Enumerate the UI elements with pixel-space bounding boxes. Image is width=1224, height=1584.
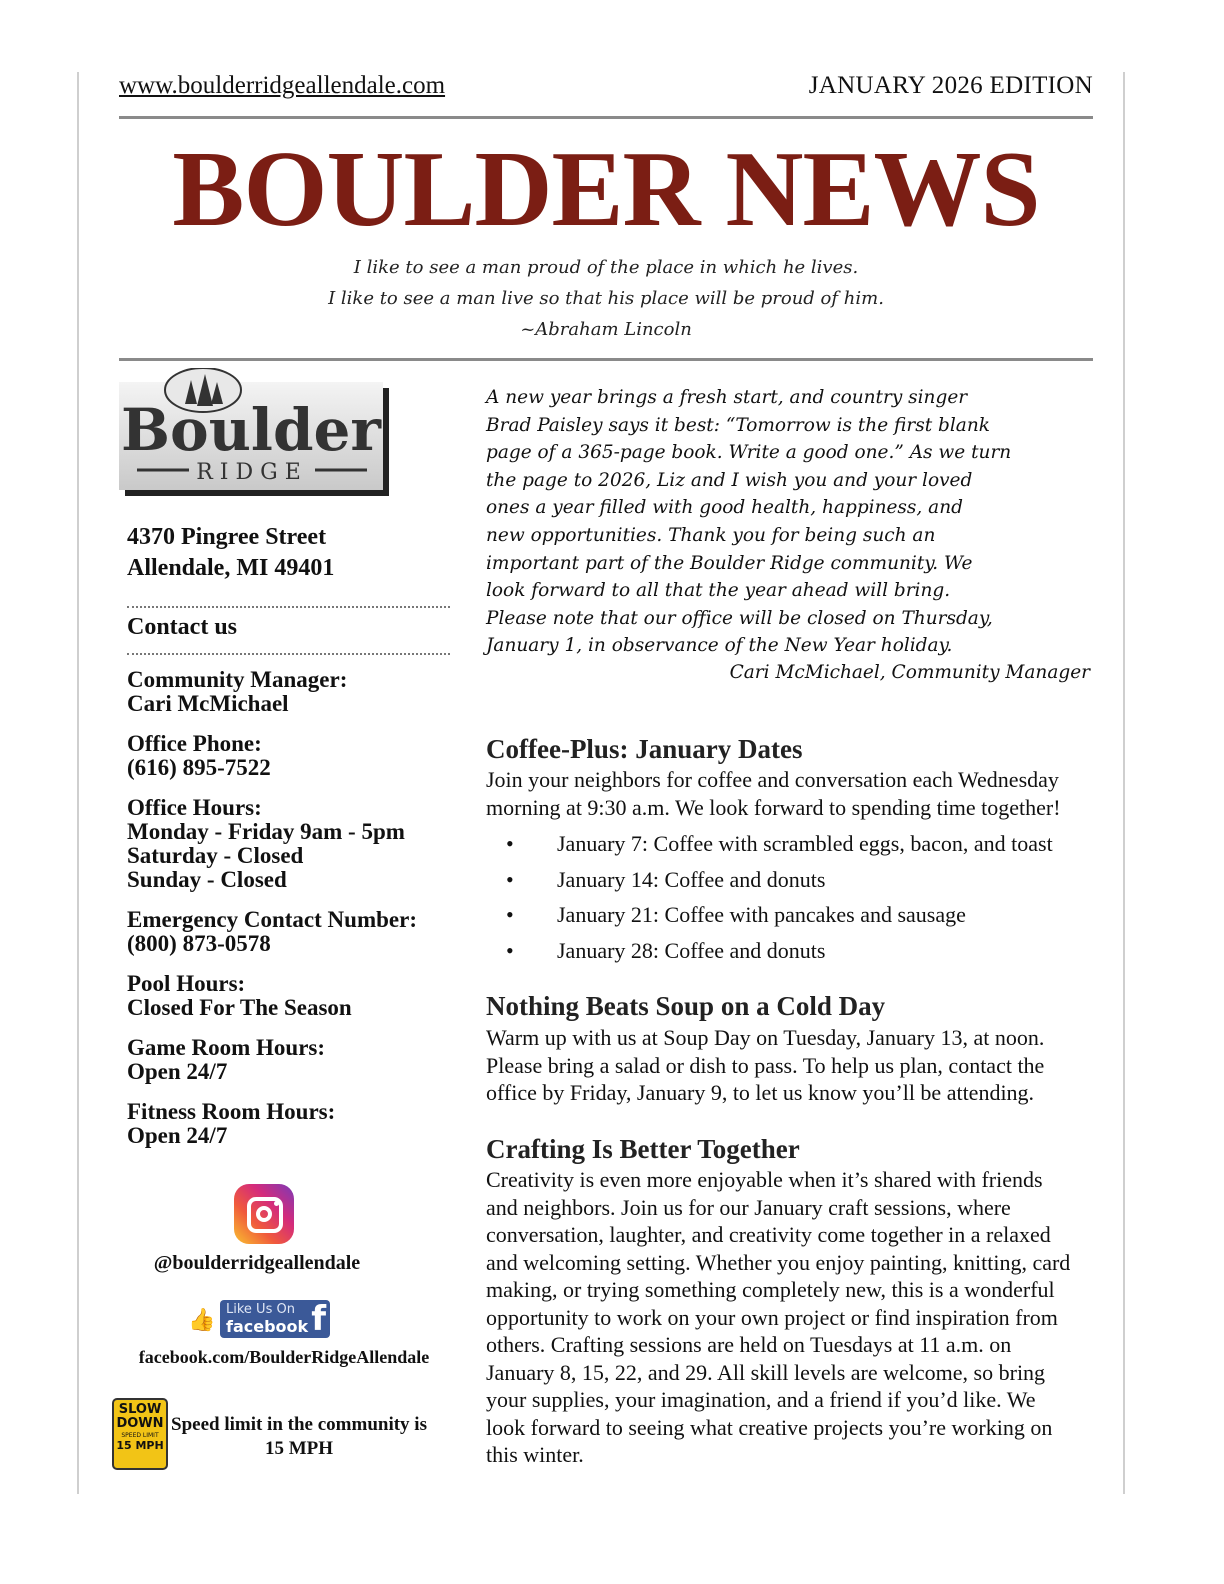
logo-sub: RIDGE <box>196 460 308 485</box>
soup-heading: Nothing Beats Soup on a Cold Day <box>486 991 886 1021</box>
boulder-ridge-logo <box>119 368 391 496</box>
manager-block <box>127 668 457 716</box>
quote-attribution: ~Abraham Lincoln <box>520 319 692 340</box>
header-rule <box>119 116 1093 119</box>
dotted-divider <box>127 606 450 608</box>
facebook-button[interactable] <box>220 1300 330 1338</box>
info-label: Game Room Hours: <box>127 1035 326 1060</box>
info-label: Pool Hours: <box>127 971 246 996</box>
coffee-dates-list <box>486 829 1053 971</box>
facebook-url[interactable]: facebook.com/BoulderRidgeAllendale <box>138 1347 430 1367</box>
info-label: Fitness Room Hours: <box>127 1099 336 1124</box>
edition-label: JANUARY 2026 EDITION <box>808 72 1093 99</box>
info-value: Open 24/7 <box>127 1059 228 1084</box>
pool-block <box>127 972 457 1020</box>
address-line: 4370 Pingree Street <box>127 524 327 550</box>
info-value: Monday - Friday 9am - 5pm <box>127 819 405 844</box>
quote-rule <box>119 358 1093 361</box>
letter-signature: Cari McMichael, Community Manager <box>729 662 1090 683</box>
phone-block <box>127 732 457 780</box>
coffee-heading: Coffee-Plus: January Dates <box>486 734 803 764</box>
slow-down-sign-icon: SLOW DOWN SPEED LIMIT 15 MPH <box>112 1398 168 1470</box>
info-value: Cari McMichael <box>127 691 289 716</box>
info-value: Sunday - Closed <box>127 867 287 892</box>
phone-number[interactable]: (616) 895-7522 <box>127 755 271 780</box>
emergency-number[interactable]: (800) 873-0578 <box>127 931 271 956</box>
coffee-body: Join your neighbors for coffee and conversation each Wednesday morning at 9:30 a.m. We look forward to spending time together! <box>486 767 1061 820</box>
info-value: Saturday - Closed <box>127 843 304 868</box>
hours-block <box>127 796 457 892</box>
craft-heading: Crafting Is Better Together <box>486 1134 800 1164</box>
website-link[interactable]: www.boulderridgeallendale.com <box>119 72 446 99</box>
list-item: • January 21: Coffee with pancakes and sausage <box>506 902 966 927</box>
quote-line: I like to see a man live so that his place will be proud of him. <box>328 288 884 309</box>
info-label: Emergency Contact Number: <box>127 907 417 932</box>
lincoln-quote <box>119 252 1093 345</box>
contact-heading: Contact us <box>127 614 238 640</box>
quote-line: I like to see a man proud of the place in which he lives. <box>353 257 859 278</box>
info-value: Closed For The Season <box>127 995 352 1020</box>
speed-limit-note: Speed limit in the community is 15 MPH <box>171 1414 427 1459</box>
instagram-handle[interactable]: @boulderridgeallendale <box>153 1252 361 1274</box>
list-item: • January 7: Coffee with scrambled eggs, bacon, and toast <box>506 831 1053 856</box>
info-label: Office Hours: <box>127 795 262 820</box>
info-label: Community Manager: <box>127 667 348 692</box>
list-item: • January 14: Coffee and donuts <box>506 866 826 892</box>
emergency-block <box>127 908 457 956</box>
fitness-room-block <box>127 1100 457 1148</box>
facebook-word: facebook <box>226 1317 309 1336</box>
contact-info <box>127 668 457 1164</box>
manager-letter: A new year brings a fresh start, and country singer Brad Paisley says it best: “Tomorrow is the first blank page of a 365-page book. Write a good one.” As we turn the page to 2026, Liz and I wish you and your loved ones a year filled with good health, happiness, and new opportunities. Thank you for being such an important part of the Boulder Ridge community. We look forward to all that the year ahead will bring. Please note that our office will be closed on Thursday, January 1, in observance of the New Year holiday. <box>486 387 1012 657</box>
facebook-like-text: Like Us On <box>226 1302 295 1317</box>
community-address <box>127 522 334 584</box>
facebook-icon: f <box>311 1299 326 1339</box>
instagram-icon[interactable] <box>234 1184 294 1244</box>
masthead-title: BOULDER NEWS <box>172 130 1040 249</box>
address-line: Allendale, MI 49401 <box>127 555 335 581</box>
soup-body: Warm up with us at Soup Day on Tuesday, January 13, at noon. Please bring a salad or dish to pass. To help us plan, contact the office by Friday, January 9, to let us know you’ll be attending. <box>486 1025 1045 1105</box>
top-bar <box>119 70 1093 106</box>
info-label: Office Phone: <box>127 731 262 756</box>
facebook-badge[interactable] <box>188 1298 332 1340</box>
page-border-left <box>77 72 79 1494</box>
thumbs-up-icon: 👍 <box>188 1307 216 1332</box>
info-value: Open 24/7 <box>127 1123 228 1148</box>
dotted-divider <box>127 653 450 655</box>
craft-body: Creativity is even more enjoyable when it’s shared with friends and neighbors. Join us for our January craft sessions, where conversation, laughter, and creativity come together in a relaxed and welcoming setting. Whether you enjoy painting, knitting, card making, or trying something completely new, this is a wonderful opportunity to work on your own project or find inspiration from others. Crafting sessions are held on Tuesdays at 11 a.m. on January 8, 15, 22, and 29. All skill levels are welcome, so bring your supplies, your imagination, and a friend if you’d like. We look forward to seeing what creative projects you’re working on this winter. <box>486 1167 1071 1467</box>
game-room-block <box>127 1036 457 1084</box>
logo-word: Boulder <box>121 396 381 464</box>
list-item: • January 28: Coffee and donuts <box>506 937 826 963</box>
